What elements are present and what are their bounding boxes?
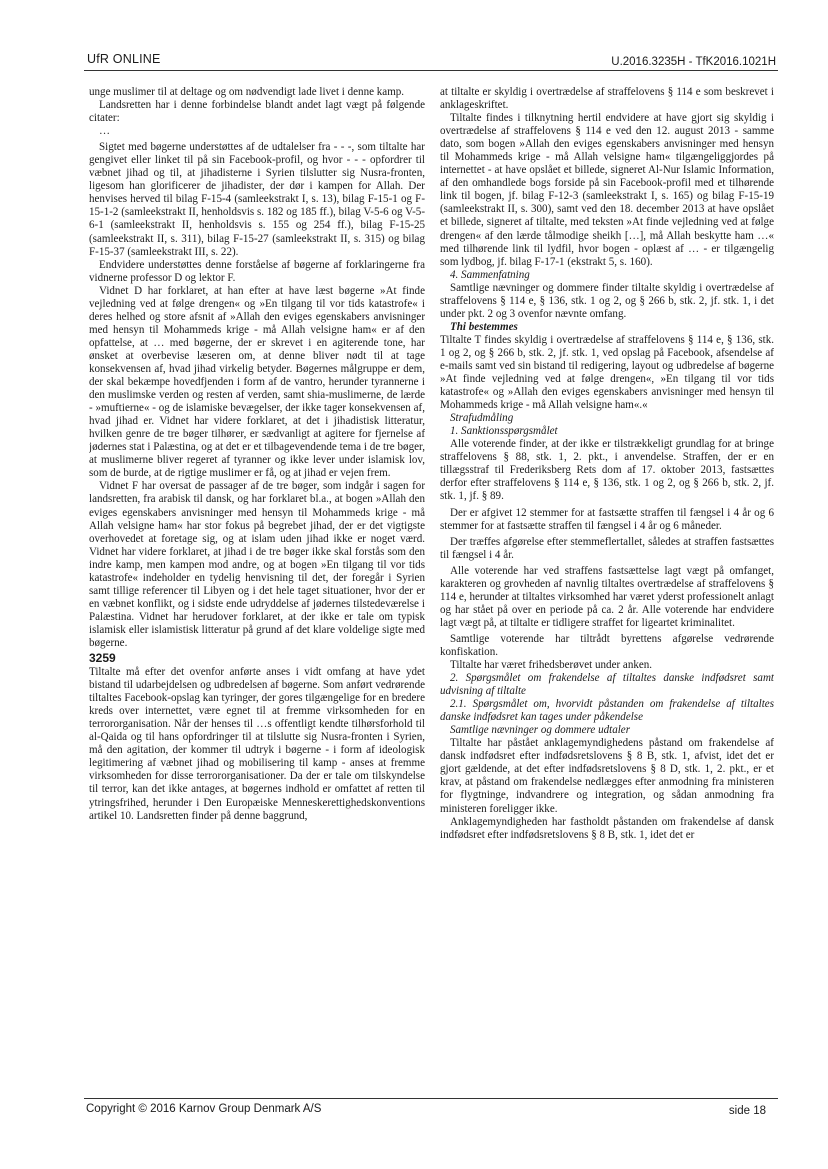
left-column <box>89 86 425 1094</box>
ellipsis: … <box>99 125 111 138</box>
copyright: Copyright © 2016 Karnov Group Denmark A/S <box>86 1103 322 1115</box>
paragraph: Tiltalte har påstået anklagemyndighedens påstand om frakendelse af dansk indfødsret efter indfødsretslovens § 8 B, stk. 1, afvist, idet det er gjort gældende, at det efter indfødsretslovens § 8 D, stk. 1, 2. pkt., er et krav, at påstand om frakendelse nedlægges efter anmodning fra ministeren for flygtninge, indvandrere og integration, og sådan anmodning fra ministeren foreligger ikke. <box>440 737 774 815</box>
paragraph: Anklagemyndigheden har fastholdt påstanden om frakendelse af dansk indfødsret efter indfødsretslovens § 8 B, stk. 1, idet det er <box>440 815 774 841</box>
paragraph: Alle voterende har ved straffens fastsættelse lagt vægt på omfanget, karakteren og grovheden af navnlig tiltaltes overtrædelse af straffelovens § 114 e, herunder at tiltaltes virksomhed har været yderst professionelt anlagt og har stået på over en periode på ca. 2 år. Alle voterende har endvidere lagt vægt på, at tiltalte er tidligere straffet for ligeartet kriminalitet. <box>440 564 774 629</box>
paragraph: Vidnet F har oversat de passager af de tre bøger, som indgår i sagen for landsretten, fra arabisk til dansk, og har forklaret bl.a., at bogen »Allah den eviges egenskabers anvisninger med hensyn til Mohammeds krige - må Allah velsigne ham« har stor fokus på begrebet jihad, der er det vigtigste overhovedet at foretage sig, og at islam uden jihad ikke er noget værd. Vidnet har videre forklaret, at jihad i de tre bøger ikke skal forstås som den indre kamp, men kampen mod andre, og at bogen »En tilgang til vor tids katastrofe« indeholder en tydelig henvisning til det, der foregår i Syrien samt tillige referencer til Libyen og i det hele taget situationer, hvor der er en væbnet konflikt, og i sidste ende udryddelse af jødernes tilstedeværelse i Palæstina. Vidnet har herudover forklaret, at der ikke er tale om typisk islamisk eller islamistisk litteratur på grund af det klare voldelige sigte med bøgerne. <box>89 480 425 649</box>
paragraph: Tiltalte findes i tilknytning hertil endvidere at have gjort sig skyldig i overtrædelse af straffelovens § 114 e ved den 12. august 2013 - samme dato, som bogen »Allah den eviges egenskabers anvisninger med hensyn til Mohammeds krige - må Allah velsigne ham« tilgængeliggjordes på internettet - at have opslået et billede, signeret Al-Nur Islamic Information, af den omhandlede bogs forside på sin Facebook-profil med et tilhørende link til bogen, jf. bilag F-12-3 (samleekstrakt I, s. 165) og bilag F-15-19 (samleekstrakt II, s. 300), samt ved den 18. december 2013 at have opslået et billede, signeret af tiltalte, med teksten »At finde vejledning ved at følge drengen« af den lærde tålmodige sheikh […], må Allah beskytte ham …« med tilhørende link til lydfil, hvor bogen - oplæst af … - er tilgængelig som lydbog, jf. bilag F-17-1 (ekstrakt 5, s. 160). <box>440 112 774 268</box>
source-label: UfR ONLINE <box>87 52 161 66</box>
paragraph: Der er afgivet 12 stemmer for at fastsætte straffen til fængsel i 4 år og 6 stemmer for at fastsætte straffen til fængsel i 4 år og 6 måneder. <box>440 506 774 532</box>
quoted-paragraph: Sigtet med bøgerne understøttes af de udtalelser fra - - -, som tiltalte har gengivet eller linket til på sin Facebook-profil, og hvor - - - opfordrer til væbnet jihad og til, at jihadisterne i Syrien tilslutter sig Nusra-fronten, ligesom han glorificerer de jihadister, der dør i kampen for Allah. Der henvises herved til bilag F-15-4 (samleekstrakt I, s. 13), bilag F-15-1 og F-15-1-2 (samleekstrakt II, henholdsvis s. 182 og 185 ff.), bilag V-5-6 og V-5-6-1 (samleekstrakt II, henholdsvis s. 155 og 254 ff.), bilag F-15-25 (samleekstrakt II, s. 311), bilag F-15-27 (samleekstrakt II, s. 315) og bilag F-15-37 (samleekstrakt III, s. 22). <box>89 141 425 258</box>
header-rule <box>84 70 778 71</box>
verdict-heading: Thi bestemmes <box>450 320 518 333</box>
subsection-heading: 1. Sanktionsspørgsmålet <box>450 425 558 438</box>
subsection-heading: 2.1. Spørgsmålet om, hvorvidt påstanden om frakendelse af tiltaltes danske indfødsret kan tages under påkendelse <box>440 698 774 724</box>
paragraph: Landsretten har i denne forbindelse blandt andet lagt vægt på følgende citater: <box>89 99 425 125</box>
case-reference: U.2016.3235H - TfK2016.1021H <box>611 56 776 68</box>
paragraph: Tiltalte T findes skyldig i overtrædelse af straffelovens § 114 e, § 136, stk. 1 og 2, og § 266 b, stk. 2, jf. stk. 1, ved opslag på Facebook, afsendelse af e-mails samt ved sin bistand til redigering, layout og udbredelse af bøgerne »At finde vejledning ved at følge drengen«, »En tilgang til vor tids katastrofe« og »Allah den eviges egenskabers anvisninger med hensyn til Mohammeds krige - må Allah velsigne ham«.« <box>440 333 774 412</box>
subsection-heading: Samtlige nævninger og dommere udtaler <box>450 724 630 737</box>
paragraph: Endvidere understøttes denne forståelse af bøgerne af forklaringerne fra vidnerne professor D og lektor F. <box>89 258 425 284</box>
paragraph: Samtlige nævninger og dommere finder tiltalte skyldig i overtrædelse af straffelovens § 114 e, § 136, stk. 1 og 2, og § 266 b, stk. 2, jf. stk. 1, i det under pkt. 2 og 3 ovenfor nævnte omfang. <box>440 281 774 320</box>
paragraph: Der træffes afgørelse efter stemmeflertallet, således at straffen fastsættes til fængsel i 4 år. <box>440 535 774 561</box>
paragraph: unge muslimer til at deltage og om nødvendigt lade livet i denne kamp. <box>89 86 405 98</box>
paragraph: Alle voterende finder, at der ikke er tilstrækkeligt grundlag for at bringe straffelovens § 88, stk. 1, 2. pkt., i anvendelse. Straffen, der er en tillægsstraf til Frederiksberg Rets dom af 17. oktober 2013, fastsættes derfor efter straffelovens § 114 e, § 136, stk. 1 og 2, og § 266 b, stk. 2, jf. stk. 1, jf. § 89. <box>440 438 774 503</box>
paragraph: Tiltalte må efter det ovenfor anførte anses i vidt omfang at have ydet bistand til udarbejdelsen og udbredelsen af bøgerne. Som anført vedrørende tiltaltes Facebook-opslag kan tyringer, der gores tilgængelige for en bredere kreds over internettet, være egnet til at fremme virksomheden for en terrororganisation. Når der henses til …s offentligt kendte tilhørsforhold til al-Qaida og til hans opfordringer til at tilslutte sig Nusra-fronten i Syrien, må den agitation, der kommer til udtryk i bøgerne - i form af ideologisk legitimering af væbnet jihad og mobilisering til kamp - anses at fremme virksomheden for disse terrororganisationer. Da der er tale om tilskyndelse til terror, kan det ikke antages, at bøgernes indhold er omfattet af retten til ytringsfrihed, herunder i Den Europæiske Menneskerettighedskonventions artikel 10. Landsretten finder på denne baggrund, <box>89 666 425 822</box>
paragraph: at tiltalte er skyldig i overtrædelse af straffelovens § 114 e som beskrevet i anklageskriftet. <box>440 86 774 112</box>
paragraph: Tiltalte har været frihedsberøvet under anken. <box>450 659 653 672</box>
section-heading: 4. Sammenfatning <box>450 268 530 281</box>
footer-rule <box>84 1098 778 1099</box>
page-number: side 18 <box>728 1105 766 1117</box>
right-column <box>440 86 774 1094</box>
subsection-heading: 2. Spørgsmålet om frakendelse af tiltaltes danske indfødsret samt udvisning af tiltalte <box>440 672 774 698</box>
paragraph: Vidnet D har forklaret, at han efter at have læst bøgerne »At finde vejledning ved at følge drengen« og »En tilgang til vor tids katastrofe« i deres helhed og store afsnit af »Allah den eviges egenskabers anvisninger med hensyn til Mohammeds krige - må Allah velsigne ham« er af den opfattelse, at … med bøgerne, der er skrevet i en agiterende tone, har ønsket at overbevise læseren om, at denne bliver nødt til at tage konsekvensen af, hvad jihad virkelig betyder. Bøgernes målgruppe er dem, der skal bekæmpe hovedfjenden i form af de vantro, herunder tyrannerne i den muslimske verden og resten af verden, samt shia-muslimerne, de lærde - »muftierne« - og de islamiske bevægelser, der ikke tager konsekvensen af, hvad jihad er. Vidnet har videre forklaret, at det i jihadistisk litteratur, hvilken genre de tre bøger tilhører, er sædvanligt at agitere for fjernelse af jødernes stat i Palæstina, og at det er et tilbagevendende tema i de tre bøger, at muslimerne bliver regeret af tyranner og ikke lever under islamisk lov, som de burde, at de rigtige muslimer er få, og at jihad er vejen frem. <box>89 284 425 480</box>
section-heading: Strafudmåling <box>450 412 514 425</box>
paragraph: Samtlige voterende har tiltrådt byrettens afgørelse vedrørende konfiskation. <box>440 632 774 658</box>
page-marker: 3259 <box>89 651 116 666</box>
